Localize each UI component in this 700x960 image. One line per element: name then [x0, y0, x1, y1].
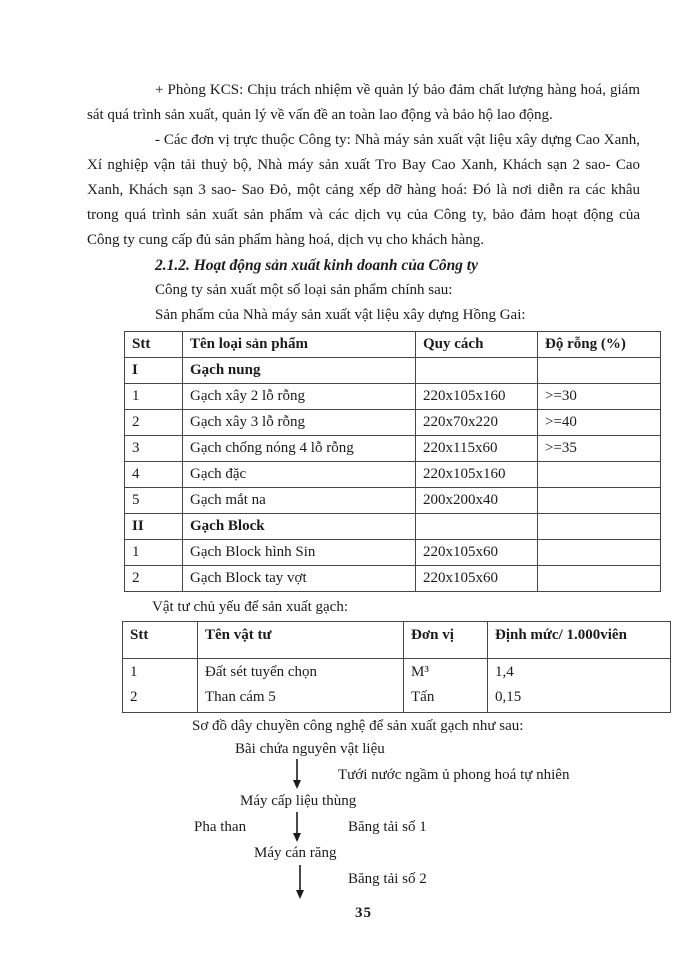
paragraph-line: Công ty cung cấp đủ sản phẩm hàng hoá, dịch vụ cho khách hàng. — [87, 232, 484, 248]
diagram-node-roller: Máy cán răng — [254, 845, 337, 861]
cell-spec: 220x105x60 — [416, 566, 538, 592]
cell-spec: 200x200x40 — [416, 488, 538, 514]
down-arrow-icon — [291, 759, 303, 789]
diagram-side-coal: Pha than — [194, 819, 247, 835]
material-norm: 1,4 — [495, 664, 514, 680]
table-row — [125, 436, 661, 462]
table-row — [125, 358, 661, 384]
table-row — [125, 540, 661, 566]
column-header: Stt — [125, 332, 183, 358]
materials-caption: Vật tư chủ yếu để sản xuất gạch: — [152, 599, 348, 615]
cell-porosity — [538, 540, 661, 566]
table-row — [125, 488, 661, 514]
cell-spec — [416, 358, 538, 384]
diagram-side-conveyor1: Băng tải số 1 — [348, 819, 427, 835]
products-table-header-row — [125, 332, 661, 358]
down-arrow-icon — [291, 812, 303, 842]
materials-table — [122, 621, 671, 713]
material-stt: 2 — [130, 689, 138, 705]
table-row — [125, 514, 661, 540]
diagram-caption: Sơ đồ dây chuyền công nghệ để sản xuất gạch như sau: — [192, 718, 524, 734]
material-name: Đất sét tuyển chọn — [205, 664, 318, 680]
intro-line: Sản phẩm của Nhà máy sản xuất vật liệu xây dựng Hồng Gai: — [155, 307, 526, 323]
page-number: 35 — [355, 905, 372, 921]
paragraph-kcs — [87, 78, 640, 128]
diagram-side-soaking: Tưới nước ngầm ủ phong hoá tự nhiên — [338, 767, 570, 783]
cell-porosity: >=35 — [538, 436, 661, 462]
products-table — [124, 331, 661, 592]
cell-spec: 220x105x60 — [416, 540, 538, 566]
cell-stt: 3 — [125, 436, 183, 462]
paragraph-units — [87, 128, 640, 253]
cell-stt: 5 — [125, 488, 183, 514]
paragraph-line: Xanh, Khách sạn 3 sao- Sao Đỏ, một cảng xếp dỡ hàng hoá: Đó là nơi diễn ra các khâu — [87, 182, 640, 198]
column-header: Độ rỗng (%) — [538, 332, 661, 358]
cell-product-name: Gạch mắt na — [183, 488, 416, 514]
material-unit: M³ — [411, 664, 429, 680]
cell-spec — [416, 514, 538, 540]
cell-stt — [123, 659, 198, 713]
table-row — [125, 410, 661, 436]
cell-porosity: >=40 — [538, 410, 661, 436]
cell-norm — [488, 659, 671, 713]
down-arrow-icon — [294, 865, 306, 899]
cell-spec: 220x70x220 — [416, 410, 538, 436]
cell-stt: 1 — [125, 540, 183, 566]
cell-product-name: Gạch xây 2 lỗ rỗng — [183, 384, 416, 410]
column-header: Định mức/ 1.000viên — [488, 622, 671, 659]
intro-lines — [87, 278, 640, 328]
table-row — [125, 462, 661, 488]
column-header: Stt — [123, 622, 198, 659]
materials-table-header-row — [123, 622, 671, 659]
material-norm: 0,15 — [495, 689, 522, 705]
cell-stt: II — [125, 514, 183, 540]
paragraph-line: - Các đơn vị trực thuộc Công ty: Nhà máy sản xuất vật liệu xây dựng Cao Xanh, — [155, 132, 640, 148]
process-flow-diagram — [87, 738, 640, 903]
material-stt: 1 — [130, 664, 138, 680]
paragraph-line: trong quá trình sản xuất sản phẩm và các dịch vụ của Công ty, bảo đảm hoạt động của — [87, 207, 640, 223]
materials-table-body-row — [123, 659, 671, 713]
column-header: Quy cách — [416, 332, 538, 358]
cell-porosity — [538, 358, 661, 384]
column-header: Tên vật tư — [198, 622, 404, 659]
paragraph-line: + Phòng KCS: Chịu trách nhiệm về quản lý bảo đảm chất lượng hàng hoá, giám — [155, 82, 640, 98]
cell-porosity — [538, 462, 661, 488]
diagram-side-conveyor2: Băng tải số 2 — [348, 871, 427, 887]
table-row — [125, 566, 661, 592]
paragraph-line: sát quá trình sản xuất, quản lý về vấn đề an toàn lao động và bảo hộ lao động. — [87, 107, 553, 123]
cell-porosity: >=30 — [538, 384, 661, 410]
cell-stt: 4 — [125, 462, 183, 488]
column-header: Tên loại sản phẩm — [183, 332, 416, 358]
cell-product-name: Gạch nung — [183, 358, 416, 384]
diagram-node-storage: Bãi chứa nguyên vật liệu — [235, 741, 385, 757]
material-unit: Tấn — [411, 689, 435, 705]
material-name: Than cám 5 — [205, 689, 276, 705]
cell-product-name: Gạch Block tay vợt — [183, 566, 416, 592]
paragraph-line: Xí nghiệp vận tải thuỷ bộ, Nhà máy sản xuất Tro Bay Cao Xanh, Khách sạn 2 sao- Cao — [87, 157, 640, 173]
cell-spec: 220x105x160 — [416, 384, 538, 410]
cell-stt: 2 — [125, 566, 183, 592]
cell-product-name: Gạch Block — [183, 514, 416, 540]
cell-product-name: Gạch xây 3 lỗ rỗng — [183, 410, 416, 436]
cell-spec: 220x115x60 — [416, 436, 538, 462]
cell-product-name: Gạch Block hình Sin — [183, 540, 416, 566]
cell-porosity — [538, 514, 661, 540]
table-row — [125, 384, 661, 410]
diagram-node-feeder: Máy cấp liệu thùng — [240, 793, 357, 809]
cell-unit — [404, 659, 488, 713]
cell-product-name: Gạch đặc — [183, 462, 416, 488]
cell-stt: 1 — [125, 384, 183, 410]
cell-porosity — [538, 566, 661, 592]
cell-product-name: Gạch chống nóng 4 lỗ rỗng — [183, 436, 416, 462]
page-content — [87, 78, 640, 923]
cell-stt: I — [125, 358, 183, 384]
intro-line: Công ty sản xuất một số loại sản phẩm chính sau: — [155, 282, 453, 298]
column-header: Đơn vị — [404, 622, 488, 659]
cell-stt: 2 — [125, 410, 183, 436]
section-heading: 2.1.2. Hoạt động sản xuất kinh doanh của Công ty — [155, 257, 478, 274]
cell-porosity — [538, 488, 661, 514]
cell-material-name — [198, 659, 404, 713]
cell-spec: 220x105x160 — [416, 462, 538, 488]
